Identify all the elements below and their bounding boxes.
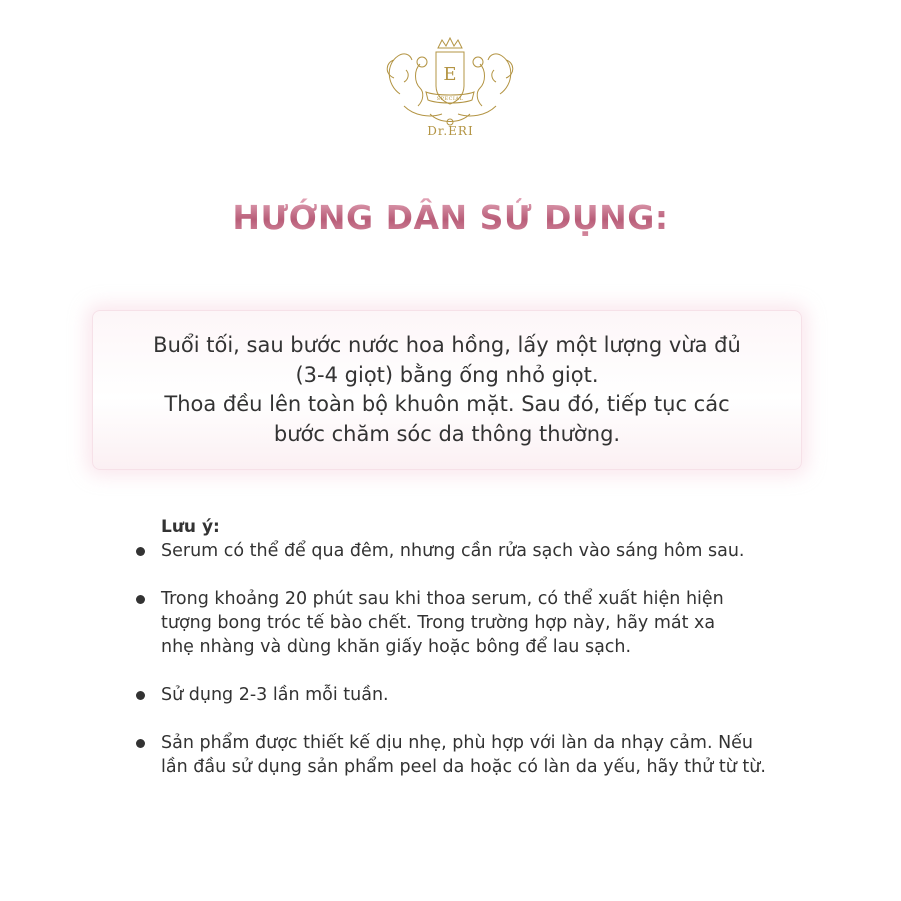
note-item (136, 587, 786, 659)
note-line: nhẹ nhàng và dùng khăn giấy hoặc bông để lau sạch. (161, 637, 632, 657)
crest-ribbon-text: SPECIAL (436, 96, 464, 102)
instruction-line: bước chăm sóc da thông thường. (273, 421, 621, 446)
crest-letter: E (443, 64, 457, 85)
instruction-line: Thoa đều lên toàn bộ khuôn mặt. Sau đó, tiếp tục các (164, 392, 730, 416)
instruction-line: (3-4 giọt) bằng ống nhỏ giọt. (295, 362, 599, 387)
bullet-icon (136, 595, 145, 604)
instruction-card (92, 310, 802, 470)
note-line: tượng bong tróc tế bào chết. Trong trường hợp này, hãy mát xa (161, 613, 716, 633)
page-title: HƯỚNG DẪN SỬ DỤNG: (0, 198, 901, 237)
instruction-line: Buổi tối, sau bước nước hoa hồng, lấy một lượng vừa đủ (153, 333, 741, 357)
bullet-icon (136, 547, 145, 556)
note-line: lần đầu sử dụng sản phẩm peel da hoặc có làn da yếu, hãy thử từ từ. (161, 757, 766, 777)
note-line: Trong khoảng 20 phút sau khi thoa serum, có thể xuất hiện hiện (161, 589, 724, 609)
brand-name: Dr.ERI (427, 124, 474, 138)
note-line: Serum có thể để qua đêm, nhưng cần rửa sạch vào sáng hôm sau. (161, 541, 745, 561)
bullet-icon (136, 691, 145, 700)
notes-label: Lưu ý: (161, 517, 220, 537)
note-line: Sử dụng 2-3 lần mỗi tuần. (161, 685, 389, 705)
notes-section (136, 515, 786, 779)
note-item (136, 731, 786, 779)
note-item (136, 683, 786, 707)
bullet-icon (136, 739, 145, 748)
crest-emblem-icon (380, 34, 520, 134)
note-item (136, 539, 786, 563)
note-line: Sản phẩm được thiết kế dịu nhẹ, phù hợp với làn da nhạy cảm. Nếu (161, 733, 754, 753)
